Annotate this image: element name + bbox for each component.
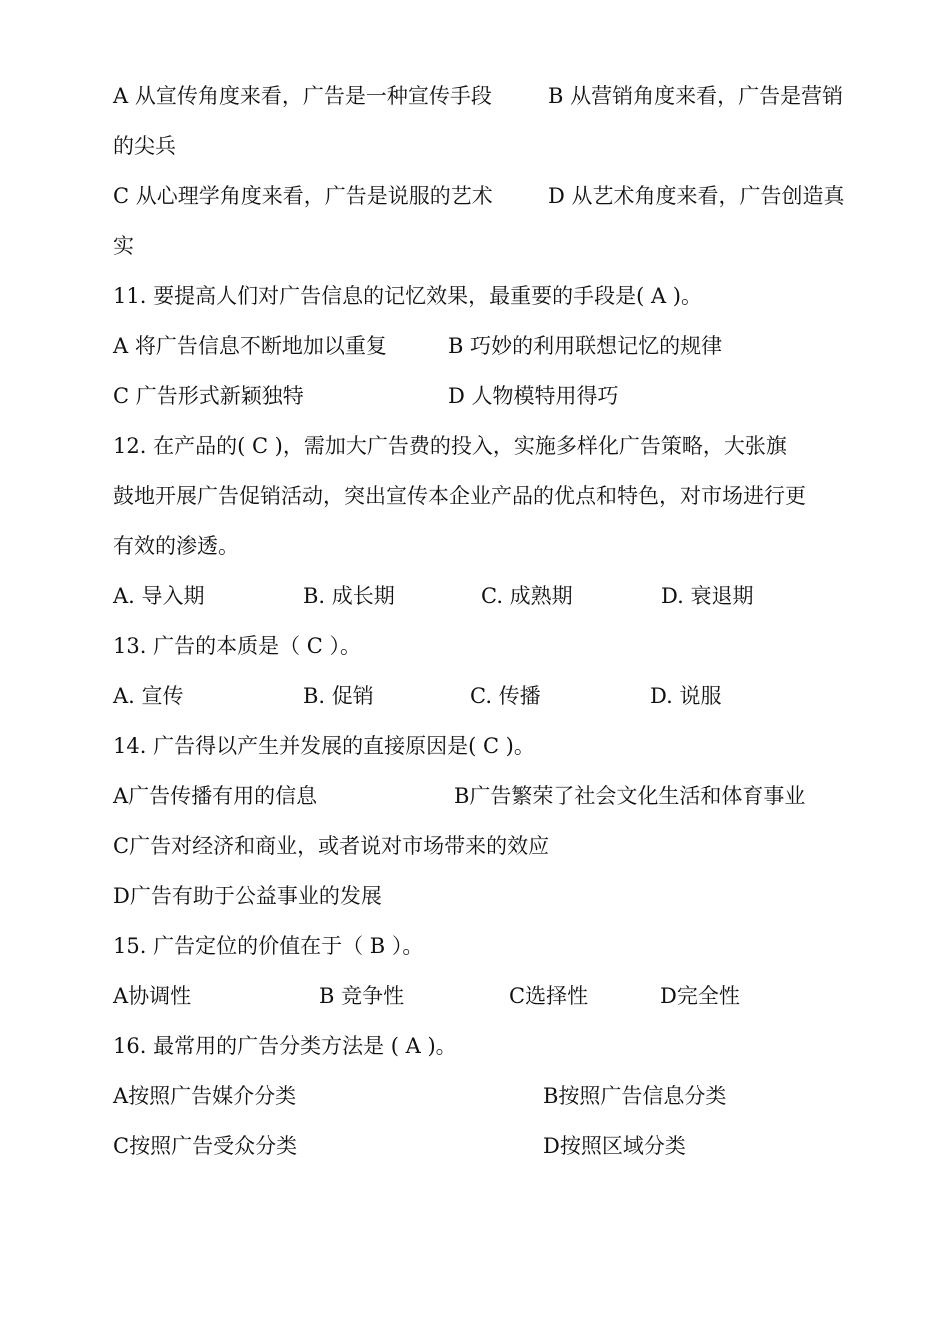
q10-option-row-ab [113, 76, 873, 116]
q14-option-c-row [113, 826, 873, 866]
q14-option-c: C广告对经济和商业，或者说对市场带来的效应 [113, 834, 550, 858]
q14-stem-text: 14. 广告得以产生并发展的直接原因是( C )。 [113, 734, 535, 758]
q12-option-d: D. 衰退期 [661, 584, 754, 608]
q15-stem [113, 926, 873, 966]
q14-option-a: A广告传播有用的信息 [113, 784, 318, 808]
q11-stem-text: 11. 要提高人们对广告信息的记忆效果，最重要的手段是( A )。 [113, 284, 702, 308]
q16-option-b: B按照广告信息分类 [543, 1084, 727, 1108]
q10-option-b: B 从营销角度来看，广告是营销 [548, 84, 844, 108]
q15-options [113, 976, 873, 1016]
q11-option-d: D 人物模特用得巧 [448, 384, 619, 408]
q16-option-c: C按照广告受众分类 [113, 1134, 298, 1158]
q15-stem-text: 15. 广告定位的价值在于（ B ）。 [113, 934, 424, 958]
q10-option-d: D 从艺术角度来看，广告创造真 [548, 184, 845, 208]
q13-option-a: A. 宣传 [113, 684, 184, 708]
q12-option-a: A. 导入期 [113, 584, 205, 608]
q16-stem [113, 1026, 873, 1066]
q15-option-b: B 竞争性 [319, 984, 405, 1008]
q10-option-c: C 从心理学角度来看，广告是说服的艺术 [113, 184, 493, 208]
q12-stem-text-1: 12. 在产品的( C )，需加大广告费的投入，实施多样化广告策略，大张旗 [113, 434, 787, 458]
q12-option-c: C. 成熟期 [481, 584, 573, 608]
q16-option-a: A按照广告媒介分类 [113, 1084, 297, 1108]
q16-option-row-ab [113, 1076, 873, 1116]
q12-stem-text-3: 有效的渗透。 [113, 534, 239, 558]
q14-stem [113, 726, 873, 766]
q10-option-a: A 从宣传角度来看，广告是一种宣传手段 [113, 84, 492, 108]
q10-option-b-continued [113, 126, 873, 166]
q10-option-row-cd [113, 176, 873, 216]
q12-stem-line3 [113, 526, 873, 566]
q14-option-d: D广告有助于公益事业的发展 [113, 884, 382, 908]
q11-option-b: B 巧妙的利用联想记忆的规律 [448, 334, 723, 358]
q13-option-b: B. 促销 [303, 684, 374, 708]
q16-option-d: D按照区域分类 [543, 1134, 686, 1158]
q12-stem-text-2: 鼓地开展广告促销活动，突出宣传本企业产品的优点和特色，对市场进行更 [113, 484, 806, 508]
q11-option-a: A 将广告信息不断地加以重复 [113, 334, 387, 358]
q16-stem-text: 16. 最常用的广告分类方法是 ( A )。 [113, 1034, 457, 1058]
q15-option-d: D完全性 [660, 984, 740, 1008]
q14-option-b: B广告繁荣了社会文化生活和体育事业 [454, 784, 806, 808]
q10-option-b-line2: 的尖兵 [113, 134, 176, 158]
q14-option-row-ab [113, 776, 873, 816]
q13-option-c: C. 传播 [470, 684, 541, 708]
q12-option-b: B. 成长期 [303, 584, 395, 608]
q15-option-c: C选择性 [509, 984, 589, 1008]
q15-option-a: A协调性 [113, 984, 192, 1008]
q16-option-row-cd [113, 1126, 873, 1166]
q12-options [113, 576, 873, 616]
q12-stem-line1 [113, 426, 873, 466]
q11-stem [113, 276, 873, 316]
q10-option-d-line2: 实 [113, 234, 134, 258]
q11-option-c: C 广告形式新颖独特 [113, 384, 304, 408]
q14-option-d-row [113, 876, 873, 916]
q12-stem-line2 [113, 476, 873, 516]
q13-stem-text: 13. 广告的本质是（ C ）。 [113, 634, 361, 658]
q13-option-d: D. 说服 [650, 684, 722, 708]
q11-option-row-ab [113, 326, 873, 366]
q13-stem [113, 626, 873, 666]
q10-option-d-continued [113, 226, 873, 266]
q11-option-row-cd [113, 376, 873, 416]
q13-options [113, 676, 873, 716]
